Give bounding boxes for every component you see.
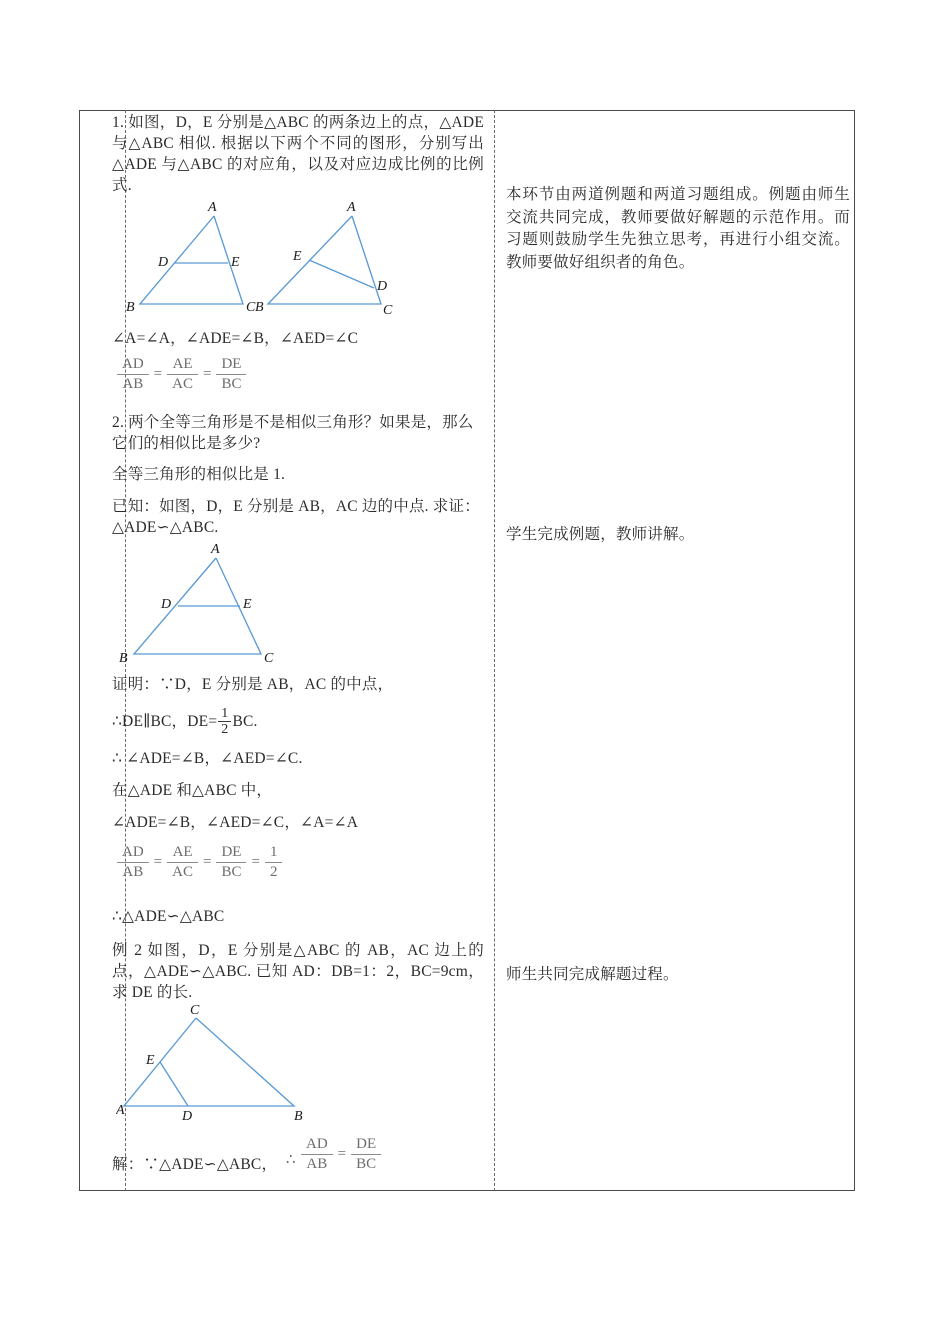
- question-1-angles: ∠A=∠A，∠ADE=∠B，∠AED=∠C: [112, 330, 359, 347]
- question-2-answer: 全等三角形的相似比是 1.: [112, 466, 286, 483]
- label-B-fig3: B: [294, 1109, 303, 1120]
- proof-line-3: ∴ ∠ADE=∠B，∠AED=∠C.: [112, 750, 303, 767]
- label-A-fig1b: A: [347, 200, 356, 215]
- proof-line-4: 在△ADE 和△ABC 中，: [112, 782, 273, 799]
- label-A-fig1a: A: [208, 200, 217, 215]
- label-E-fig1a: E: [231, 255, 240, 270]
- label-C-fig1b: C: [383, 303, 393, 318]
- frac-ae-ac-2: $\frac{AE}{AC}$: [167, 844, 198, 881]
- label-E-fig2: E: [243, 597, 252, 612]
- solution-prefix: 解：∵△ADE∽△ABC，: [112, 1156, 278, 1173]
- question-2-text: 2. 两个全等三角形是不是相似三角形？如果是，那么它们的相似比是多少?: [112, 414, 474, 452]
- figure-3: [116, 1002, 496, 1120]
- label-E-fig3: E: [146, 1053, 155, 1068]
- equals-a: =: [153, 853, 163, 870]
- label-A-fig2: A: [211, 542, 220, 557]
- teacher-note-1: 本环节由两道例题和两道习题组成。例题由师生交流共同完成，教师要做好解题的示范作用。而习题则鼓励学生先独立思考，再进行小组交流。教师要做好组织者的角色。: [506, 186, 850, 271]
- question-1-text: 1. 如图，D，E 分别是△ABC 的两条边上的点，△ADE 与△ABC 相似. 根据以下两个不同的图形，分别写出△ADE 与△ABC 的对应角，以及对应边成比例的比例式.: [112, 114, 484, 194]
- solution-line: [112, 1122, 484, 1182]
- teacher-note-3: 师生共同完成解题过程。: [506, 966, 679, 983]
- frac-de-bc-2: $\frac{DE}{BC}$: [216, 844, 246, 881]
- triangle-left: [140, 216, 243, 304]
- proof-line-2-suffix: BC.: [232, 713, 258, 731]
- frac-ae-ac: $\frac{AE}{AC}$: [167, 356, 198, 393]
- equals-d: =: [337, 1145, 347, 1162]
- proof-ratio: [114, 844, 285, 881]
- frac-de-bc-3: $\frac{DE}{BC}$: [351, 1136, 381, 1173]
- therefore-symbol: ∴: [286, 1152, 296, 1168]
- teacher-note-2: 学生完成例题，教师讲解。: [506, 526, 695, 543]
- figure-2: [116, 536, 496, 662]
- equals-2: =: [202, 365, 212, 382]
- triangle-midsegment: [134, 558, 261, 654]
- example-2-text: 例 2 如图，D，E 分别是△ABC 的 AB，AC 边上的点，△ADE∽△ABC. 已知 AD：DB=1：2，BC=9cm，求 DE 的长.: [112, 942, 484, 1001]
- frac-ad-ab: $\frac{AD}{AB}$: [117, 356, 149, 393]
- label-D-fig1b: D: [377, 279, 388, 294]
- label-C-fig1a: C: [246, 300, 256, 315]
- label-C-fig3: C: [190, 1003, 200, 1018]
- label-B-fig2: B: [119, 651, 128, 662]
- proof-line-2-prefix: ∴DE∥BC，DE=: [112, 713, 218, 731]
- solution-ratio: [298, 1136, 384, 1173]
- label-B-fig1b: B: [255, 300, 264, 315]
- frac-one-half-2: $\frac{1}{2}$: [265, 844, 283, 881]
- given-statement: 已知：如图，D，E 分别是 AB，AC 边的中点. 求证：△ADE∽△ABC.: [112, 498, 480, 536]
- label-D-fig3: D: [182, 1109, 193, 1120]
- frac-de-bc: $\frac{DE}{BC}$: [216, 356, 246, 393]
- frac-ad-ab-3: $\frac{AD}{AB}$: [301, 1136, 333, 1173]
- label-A-fig3: A: [116, 1103, 125, 1118]
- equals-b: =: [202, 853, 212, 870]
- frac-ad-ab-2: $\frac{AD}{AB}$: [117, 844, 149, 881]
- label-D-fig1a: D: [158, 255, 169, 270]
- label-B-fig1a: B: [126, 300, 135, 315]
- proof-line-2: [112, 706, 484, 738]
- figure-1: [116, 198, 496, 323]
- label-D-fig2: D: [161, 597, 172, 612]
- question-1-ratio: [114, 356, 249, 393]
- label-C-fig2: C: [264, 651, 274, 662]
- equals-1: =: [153, 365, 163, 382]
- triangle-right: [268, 216, 381, 304]
- proof-line-5: ∠ADE=∠B，∠AED=∠C，∠A=∠A: [112, 814, 359, 831]
- label-E-fig1b: E: [293, 249, 302, 264]
- equals-c: =: [251, 853, 260, 870]
- frac-one-half: $\frac{1}{2}$: [218, 706, 231, 738]
- proof-conclusion: ∴△ADE∽△ABC: [112, 908, 225, 925]
- proof-line-1: 证明：∵D，E 分别是 AB，AC 的中点，: [112, 676, 394, 693]
